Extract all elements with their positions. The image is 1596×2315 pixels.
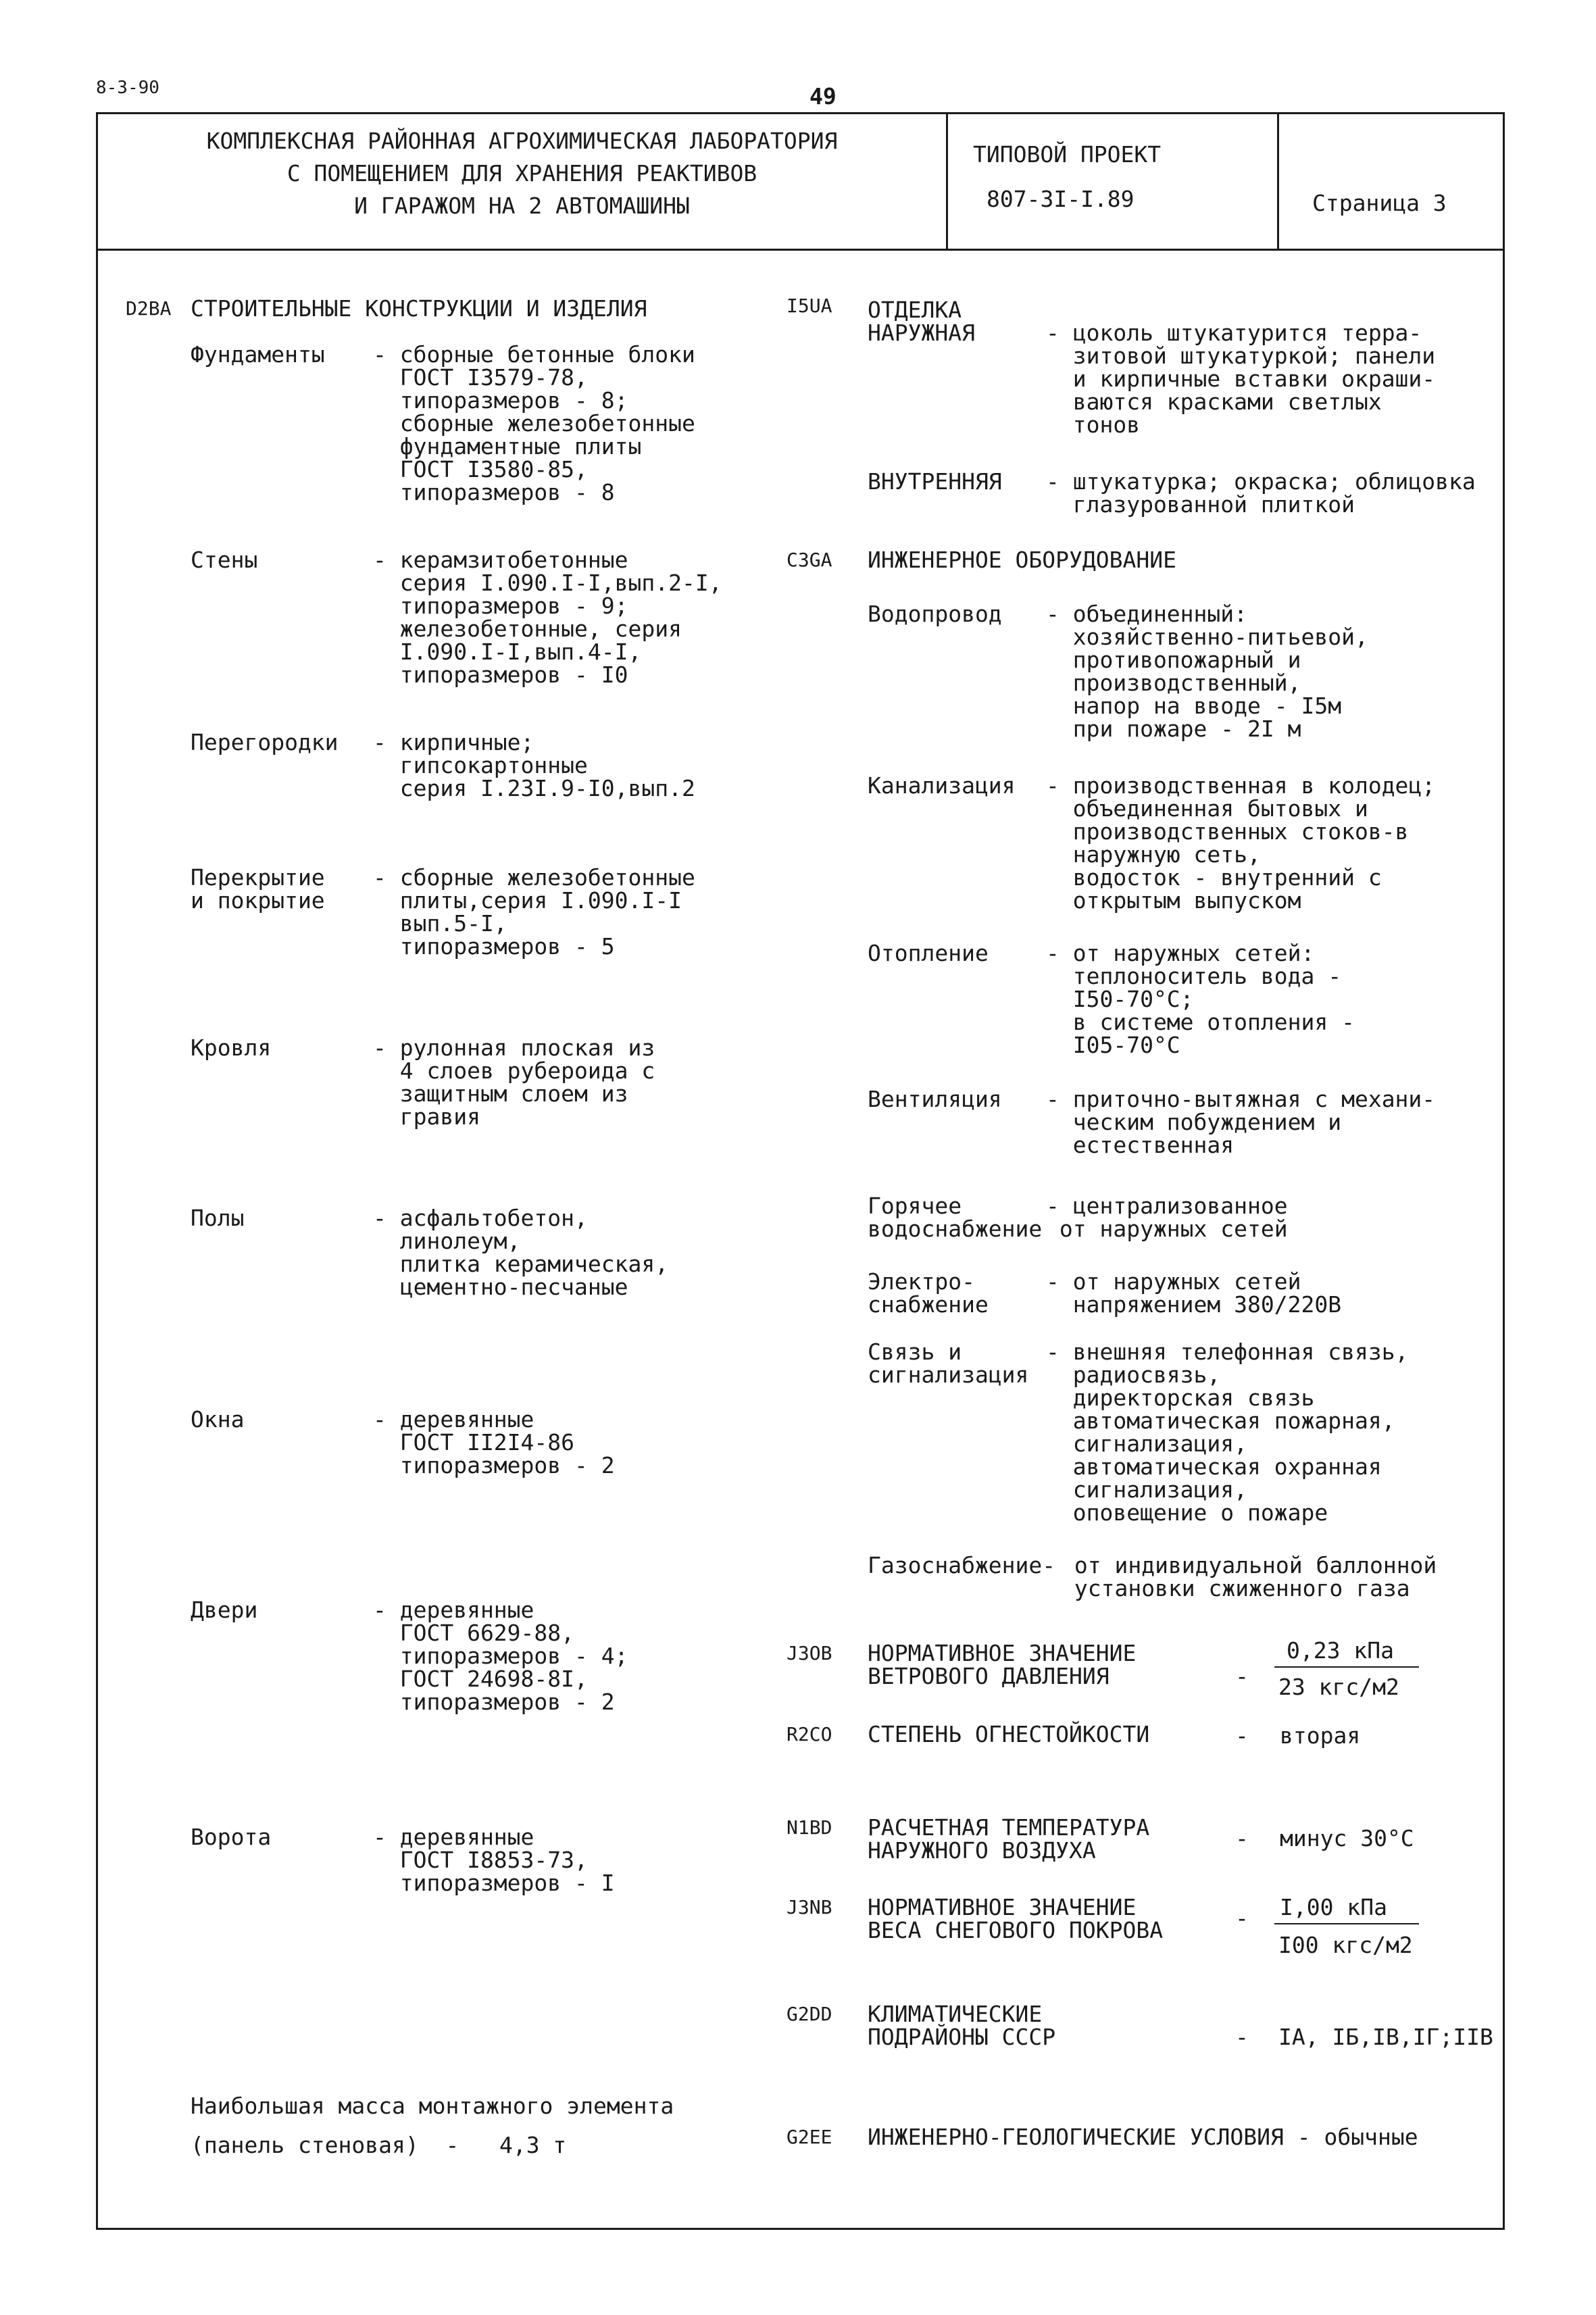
eng-label-heating: Отопление [868,940,989,966]
eng-text-sewer: - производственная в колодец; объединенная бытовых и производственных стоков-в наружную сеть, водосток - внутренний с открытым выпуском [1046,772,1436,914]
param-dash-temp: - [1235,1825,1249,1851]
param-snow-kgs: I00 кгс/м2 [1278,1932,1413,1958]
eng-text-communications: - внешняя телефонная связь, радиосвязь, директорская связь автоматическая пожарная, сигнализация, автоматическая охранная сигнализация, оповещение о пожаре [1046,1339,1409,1526]
param-label-temp: РАСЧЕТНАЯ ТЕМПЕРАТУРА НАРУЖНОГО ВОЗДУХА [868,1814,1150,1864]
project-title-line-2: С ПОМЕЩЕНИЕМ ДЛЯ ХРАНЕНИЯ РЕАКТИВОВ [286,160,757,186]
item-label-doors: Двери [191,1597,258,1623]
eng-label-gas: Газоснабжение- [868,1552,1056,1578]
left-section-code: D2BA [126,297,172,320]
param-code-geology: G2EE [787,2126,832,2148]
param-value-climate: IA, IБ,IВ,IГ;IIВ [1278,2024,1493,2050]
item-text-gates: - деревянные ГОСТ I8853-73, типоразмеров - I [373,1824,615,1896]
param-value-fire: вторая [1280,1722,1361,1749]
param-code-fire: R2CO [787,1723,832,1745]
item-text-windows: - деревянные ГОСТ II2I4-86 типоразмеров - 2 [373,1406,615,1478]
param-code-climate: G2DD [787,2003,832,2025]
mass-note-line-2: (панель стеновая) - 4,3 т [191,2132,567,2158]
left-section-heading: СТРОИТЕЛЬНЫЕ КОНСТРУКЦИИ И ИЗДЕЛИЯ [191,295,647,322]
mass-note-line-1: Наибольшая масса монтажного элемента [191,2093,674,2119]
project-label: ТИПОВОЙ ПРОЕКТ [973,141,1162,168]
param-code-wind: J3OB [787,1642,832,1664]
title-block-separator-2 [1277,112,1279,249]
finish-heading: ОТДЕЛКА НАРУЖНАЯ [868,297,975,346]
eng-text-power: - от наружных сетей напряжением 380/220В [1046,1268,1342,1318]
project-title-line-3: И ГАРАЖОМ НА 2 АВТОМАШИНЫ [354,193,690,219]
eng-label-ventilation: Вентиляция [868,1086,1002,1112]
param-code-snow: J3NB [787,1896,832,1918]
param-label-fire: СТЕПЕНЬ ОГНЕСТОЙКОСТИ [868,1721,1150,1747]
item-label-windows: Окна [191,1406,245,1433]
item-text-walls: - керамзитобетонные серия I.090.I-I,вып.2-I, типоразмеров - 9; железобетонные, серия I.090.I-I,вып.4-I, типоразмеров - I0 [373,547,722,688]
engineering-code: C3GA [787,549,832,571]
param-label-wind: НОРМАТИВНОЕ ЗНАЧЕНИЕ ВЕТРОВОГО ДАВЛЕНИЯ [868,1640,1137,1689]
item-label-gates: Ворота [191,1824,272,1850]
param-snow-kpa: I,00 кПа [1280,1894,1387,1920]
param-dash-climate: - [1235,2024,1249,2050]
fraction-bar-wind [1274,1666,1419,1668]
eng-text-heating: - от наружных сетей: теплоноситель вода - I50-70°C; в системе отопления - I05-70°C [1046,940,1355,1058]
param-code-temp: N1BD [787,1816,832,1839]
page-number: 49 [809,83,837,109]
project-title-line-1: КОМПЛЕКСНАЯ РАЙОННАЯ АГРОХИМИЧЕСКАЯ ЛАБОРАТОРИЯ [206,128,838,154]
item-label-floor-covering: Полы [191,1205,245,1231]
item-label-floors-roof: Перекрытие и покрытие [191,864,325,914]
title-block-divider [96,249,1505,251]
eng-label-power: Электро- снабжение [868,1268,989,1318]
param-label-snow: НОРМАТИВНОЕ ЗНАЧЕНИЕ ВЕСА СНЕГОВОГО ПОКРОВА [868,1894,1164,1943]
finish-inner-label: ВНУТРЕННЯЯ [868,468,1002,495]
param-label-climate: КЛИМАТИЧЕСКИЕ ПОДРАЙОНЫ СССР [868,2001,1056,2050]
finish-code: I5UA [787,295,832,317]
eng-text-gas: от индивидуальной баллонной установки сжиженного газа [1074,1552,1437,1601]
item-label-partitions: Перегородки [191,729,339,755]
fraction-bar-snow [1274,1923,1419,1924]
item-text-roofing: - рулонная плоская из 4 слоев рубероида с защитным слоем из гравия [373,1035,655,1130]
eng-label-water: Водопровод [868,601,1002,627]
param-dash-wind: - [1235,1663,1249,1689]
finish-outer-text: - цоколь штукатурится терра- зитовой штукатуркой; панели и кирпичные вставки окраши- ваются красками светлых тонов [1046,320,1436,438]
eng-text-water: - объединенный: хозяйственно-питьевой, противопожарный и производственный, напор на вводе - I5м при пожаре - 2I м [1046,601,1368,742]
item-text-floors-roof: - сборные железобетонные плиты,серия I.090.I-I вып.5-I, типоразмеров - 5 [373,864,695,960]
item-label-walls: Стены [191,547,258,573]
title-block-separator-1 [946,112,948,249]
engineering-heading: ИНЖЕНЕРНОЕ ОБОРУДОВАНИЕ [868,547,1176,573]
item-text-foundations: - сборные бетонные блоки ГОСТ I3579-78, типоразмеров - 8; сборные железобетонные фундаментные плиты ГОСТ I3580-85, типоразмеров - 8 [373,341,695,505]
item-text-doors: - деревянные ГОСТ 6629-88, типоразмеров - 4; ГОСТ 24698-8I, типоразмеров - 2 [373,1597,628,1715]
date-stamp: 8-3-90 [96,78,159,98]
eng-label-sewer: Канализация [868,772,1016,799]
finish-inner-text: - штукатурка; окраска; облицовка глазурованной плиткой [1046,468,1476,518]
param-dash-snow: - [1235,1905,1249,1931]
eng-label-hot-water: Горячее водоснабжение [868,1193,1043,1242]
param-value-temp: минус 30°C [1280,1825,1414,1851]
item-text-partitions: - кирпичные; гипсокартонные серия I.23I.9-I0,вып.2 [373,729,695,801]
param-label-geology: ИНЖЕНЕРНО-ГЕОЛОГИЧЕСКИЕ УСЛОВИЯ - обычные [868,2124,1418,2150]
param-dash-fire: - [1235,1722,1249,1749]
param-wind-kpa: 0,23 кПа [1287,1637,1394,1664]
eng-label-communications: Связь и сигнализация [868,1339,1029,1388]
eng-text-hot-water: - централизованное от наружных сетей [1046,1193,1288,1242]
sheet-number: Страница 3 [1312,190,1447,216]
item-label-foundations: Фундаменты [191,341,325,368]
param-wind-kgs: 23 кгс/м2 [1278,1674,1399,1700]
item-label-roofing: Кровля [191,1035,272,1061]
project-code: 807-3I-I.89 [987,186,1134,212]
eng-text-ventilation: - приточно-вытяжная с механи- ческим побуждением и естественная [1046,1086,1436,1158]
item-text-floor-covering: - асфальтобетон, линолеум, плитка керамическая, цементно-песчаные [373,1205,669,1300]
